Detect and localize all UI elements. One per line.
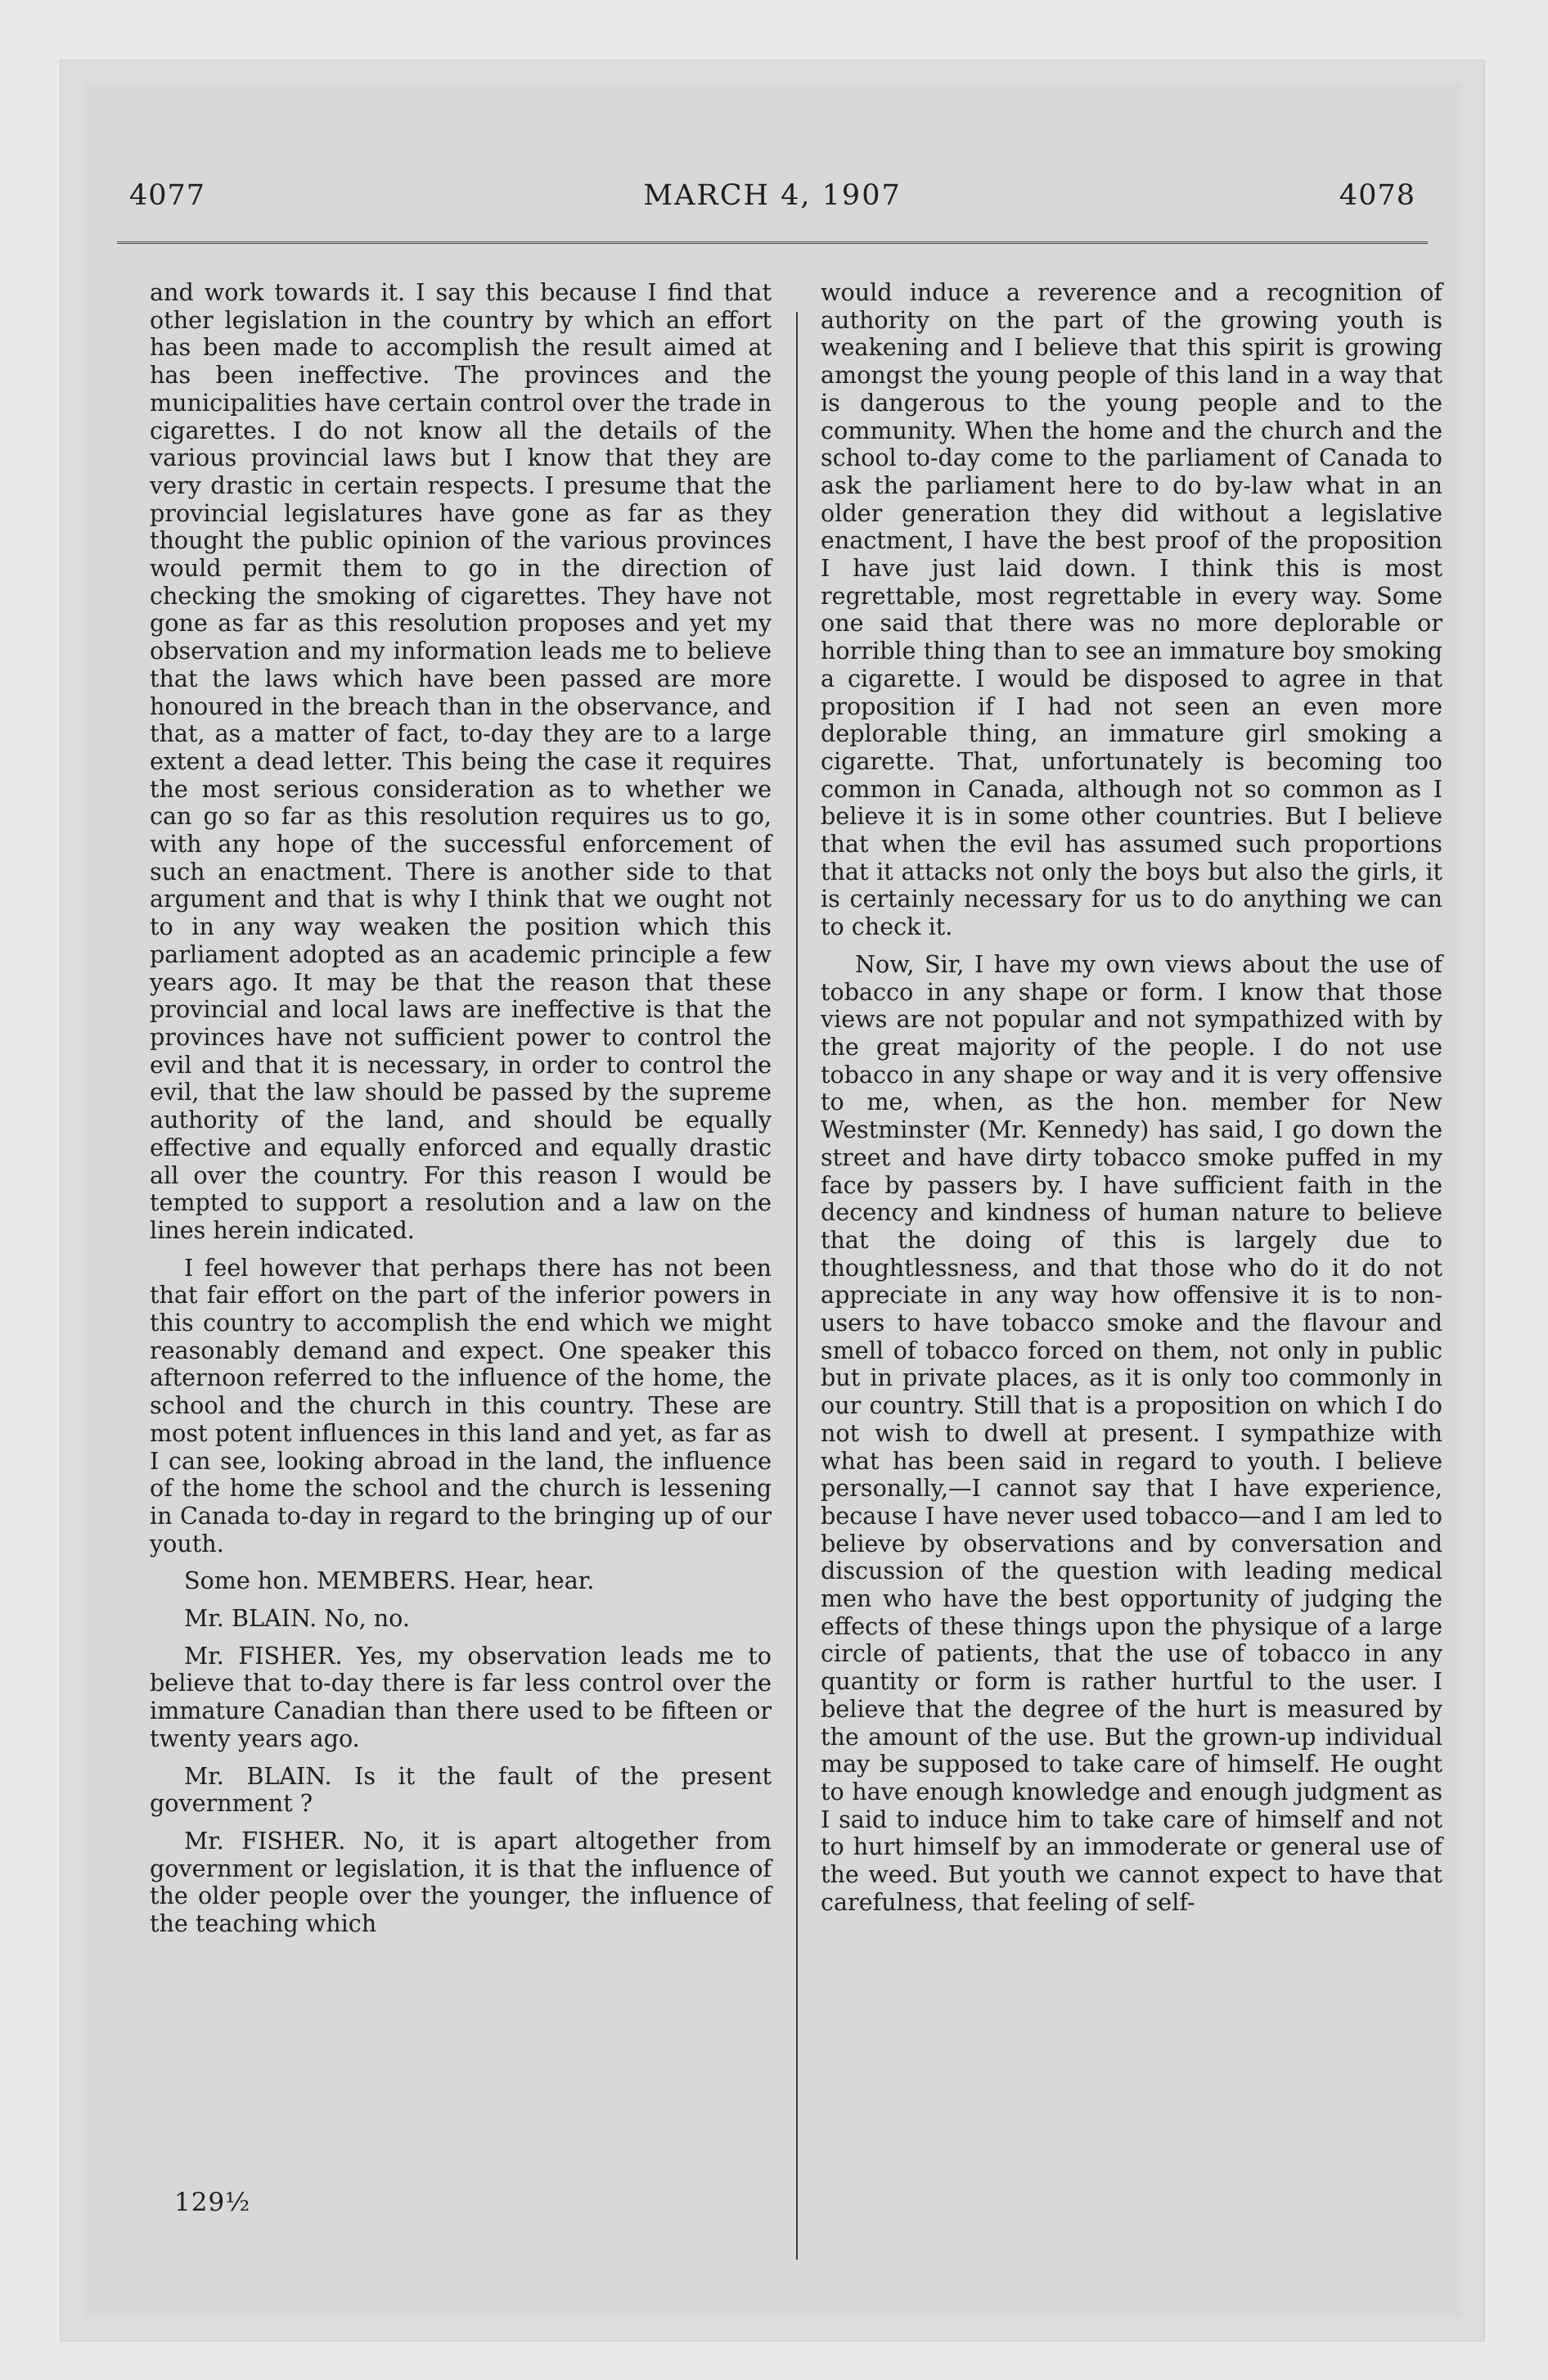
page-header bbox=[84, 84, 1460, 256]
speech-line: Mr. FISHER. Yes, my observation leads me to believe that to-day there is far less control over the immature Canadian than there used to be fifteen or twenty years ago. bbox=[150, 1641, 772, 1752]
paragraph: I feel however that perhaps there has not been that fair effort on the part of the inferior powers in this country to accomplish the end which we might reasonably demand and expect. One speaker this afternoon referred to the influence of the home, the school and the church in this country. These are most potent influences in this land and yet, as far as I can see, looking abroad in the land, the influence of the home the school and the church is lessening in Canada to-day in regard to the bringing up of our youth. bbox=[150, 1253, 772, 1557]
left-column bbox=[150, 279, 772, 1948]
speech-line: Some hon. MEMBERS. Hear, hear. bbox=[184, 1566, 595, 1595]
paragraph: and work towards it. I say this because I find that other legislation in the country by which an effort has been made to accomplish the result aimed at has been ineffective. The provinces and the municipalities have certain control over the trade in cigarettes. I do not know all the details of the various provincial laws but I know that they are very drastic in certain respects. I presume that the provincial legislatures have gone as far as they thought the public opinion of the various provinces would permit them to go in the direction of checking the smoking of cigarettes. They have not gone as far as this resolution proposes and yet my observation and my information leads me to believe that the laws which have been passed are more honoured in the breach than in the observance, and that, as a matter of fact, to-day they are to a large extent a dead letter. This being the case it requires the most serious consideration as to whether we can go so far as this resolution requires us to go, with any hope of the successful enforcement of such an enactment. There is another side to that argument and that is why I think that we ought not to in any way weaken the position which this parliament adopted as an academic principle a few years ago. It may be that the reason that these provincial and local laws are ineffective is that the provinces have not sufficient power to control the evil and that it is necessary, in order to control the evil, that the law should be passed by the supreme authority of the land, and should be equally effective and equally enforced and equally drastic all over the country. For this reason I would be tempted to support a resolution and a law on the lines herein indicated. bbox=[150, 278, 772, 1244]
scanned-page bbox=[60, 60, 1485, 2342]
speech-line: Mr. BLAIN. Is it the fault of the present government ? bbox=[150, 1761, 772, 1818]
speech-line: Mr. FISHER. No, it is apart altogether from government or legislation, it is that the influence of the older people over the younger, the influence of the teaching which bbox=[150, 1826, 772, 1938]
left-page-number: 4077 bbox=[129, 179, 206, 212]
text-columns bbox=[117, 278, 1442, 2260]
right-column bbox=[821, 279, 1442, 1926]
right-page-number: 4078 bbox=[1339, 179, 1415, 212]
signature-mark: 129½ bbox=[174, 2188, 251, 2217]
paragraph: Now, Sir, I have my own views about the use of tobacco in any shape or form. I know that those views are not popular and not sympathized with by the great majority of the people. I do not use tobacco in any shape or way and it is very offensive to me, when, as the hon. member for New Westminster (Mr. Kennedy) has said, I go down the street and have dirty tobacco smoke puffed in my face by passers by. I have sufficient faith in the decency and kindness of human nature to believe that the doing of this is largely due to thoughtlessness, and that those who do it do not appreciate in any way how offensive it is to non-users to have tobacco smoke and the flavour and smell of tobacco forced on them, not only in public but in private places, as it is only too commonly in our country. Still that is a proposition on which I do not wish to dwell at present. I sympathize with what has been said in regard to youth. I believe personally,—I cannot say that I have experience, because I have never used tobacco—and I am led to believe by observations and by conversation and discussion of the question with leading medical men who have the best opportunity of judging the effects of these things upon the physique of a large circle of patients, that the use of tobacco in any quantity or form is rather hurtful to the user. I believe that the degree of the hurt is measured by the amount of the use. But the grown-up individual may be supposed to take care of himself. He ought to have enough knowledge and enough judgment as I said to induce him to take care of himself and not to hurt himself by an immoderate or general use of the weed. But youth we cannot expect to have that carefulness, that feeling of self- bbox=[821, 949, 1442, 1916]
speech-line: Mr. BLAIN. No, no. bbox=[184, 1604, 410, 1633]
page-date: MARCH 4, 1907 bbox=[643, 179, 902, 212]
column-divider bbox=[796, 312, 798, 2260]
header-rule bbox=[117, 241, 1428, 248]
page-paper bbox=[84, 84, 1460, 2317]
paragraph: would induce a reverence and a recognition of authority on the part of the growing youth is weakening and I believe that this spirit is growing amongst the young people of this land in a way that is dangerous to the young people and to the community. When the home and the church and the school to-day come to the parliament of Canada to ask the parliament here to do by-law what in an older generation they did without a legislative enactment, I have the best proof of the proposition I have just laid down. I think this is most regrettable, most regrettable in every way. Some one said that there was no more deplorable or horrible thing than to see an immature boy smoking a cigarette. I would be disposed to agree in that proposition if I had not seen an even more deplorable thing, an immature girl smoking a cigarette. That, unfortunately is becoming too common in Canada, although not so common as I believe it is in some other countries. But I believe that when the evil has assumed such proportions that it attacks not only the boys but also the girls, it is certainly necessary for us to do anything we can to check it. bbox=[821, 278, 1442, 941]
